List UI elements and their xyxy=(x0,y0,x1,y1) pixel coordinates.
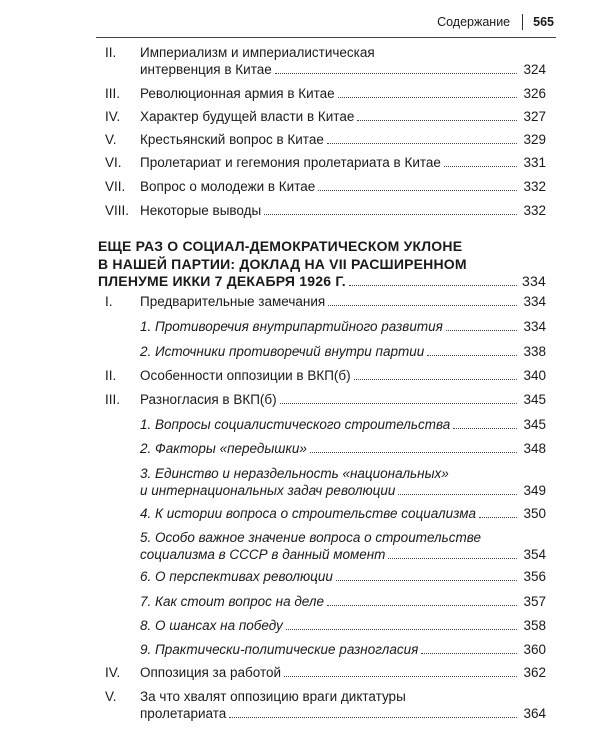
toc-entry-text: 7. Как стоит вопрос на деле xyxy=(140,594,324,609)
toc-entry[interactable] xyxy=(0,416,600,433)
leader-dots xyxy=(421,643,517,654)
toc-entry[interactable] xyxy=(0,108,600,125)
toc-entry[interactable] xyxy=(0,343,600,360)
toc-entry-text: Революционная армия в Китае xyxy=(140,86,335,101)
toc-entry-title xyxy=(140,465,546,499)
toc-entry[interactable] xyxy=(0,154,600,171)
toc-entry[interactable] xyxy=(0,641,600,658)
toc-entry-text: Характер будущей власти в Китае xyxy=(140,109,355,124)
toc-entry-text: 5. Особо важное значение вопроса о строительстве xyxy=(140,530,481,545)
toc-entry-text: 8. О шансах на победу xyxy=(140,618,283,633)
toc-entry[interactable] xyxy=(0,465,600,499)
toc-entry-title xyxy=(140,178,546,195)
leader-dots xyxy=(310,442,517,453)
toc-entry[interactable] xyxy=(0,318,600,335)
leader-dots xyxy=(446,320,517,331)
toc-page-number: 334 xyxy=(522,273,546,289)
toc-entry-text: 2. Факторы «передышки» xyxy=(140,441,307,456)
toc-entry-text: 3. Единство и нераздельность «национальных» xyxy=(140,466,449,481)
toc-entry-line xyxy=(140,85,546,102)
part-heading-text: ПЛЕНУМЕ ИККИ 7 ДЕКАБРЯ 1926 Г. xyxy=(98,273,346,289)
header-rule xyxy=(96,37,556,38)
toc-entry-text: Вопрос о молодежи в Китае xyxy=(140,179,316,194)
toc-page-number: 364 xyxy=(523,706,546,721)
leader-dots xyxy=(280,393,517,404)
toc-entry-line xyxy=(140,416,546,433)
toc-page-number: 334 xyxy=(523,319,546,334)
leader-dots xyxy=(453,418,517,429)
toc-page-number: 329 xyxy=(523,132,546,147)
leader-dots xyxy=(229,707,517,718)
toc-entry-text: Пролетариат и гегемония пролетариата в Китае xyxy=(140,155,441,170)
toc-entry-text: 4. К истории вопроса о строительстве социализма xyxy=(140,506,477,521)
toc-entry-line xyxy=(140,617,546,634)
toc-entry-line xyxy=(140,343,546,360)
leader-dots xyxy=(327,595,517,606)
leader-dots xyxy=(427,345,517,356)
leader-dots xyxy=(327,133,517,144)
leader-dots xyxy=(318,180,517,191)
toc-entry[interactable] xyxy=(0,131,600,148)
header-section-title: Содержание xyxy=(437,15,511,29)
toc-entry-line xyxy=(140,482,546,499)
toc-entry-text: Особенности оппозиции в ВКП(б) xyxy=(140,368,351,383)
toc-entry-number: I. xyxy=(105,294,113,309)
toc-entry-title xyxy=(140,664,546,681)
toc-entry-text: 2. Источники противоречий внутри партии xyxy=(140,344,425,359)
part-heading-text: ЕЩЕ РАЗ О СОЦИАЛ-ДЕМОКРАТИЧЕСКОМ УКЛОНЕ xyxy=(98,238,463,254)
toc-entry-number: VI. xyxy=(105,155,122,170)
toc-entry-line xyxy=(140,664,546,681)
toc-entry-title xyxy=(140,688,546,722)
toc-entry-number: IV. xyxy=(105,665,121,680)
toc-entry[interactable] xyxy=(0,293,600,310)
toc-entry-text: 9. Практически-политические разногласия xyxy=(140,642,419,657)
toc-entry-title xyxy=(140,202,546,219)
toc-entry-number: III. xyxy=(105,392,121,407)
toc-entry[interactable] xyxy=(0,529,600,563)
toc-entry-number: VIII. xyxy=(105,203,130,218)
header-separator xyxy=(522,14,523,30)
toc-page-number: 345 xyxy=(523,392,546,407)
toc-entry-title xyxy=(140,641,546,658)
toc-entry-line xyxy=(140,641,546,658)
toc-entry-text: За что хвалят оппозицию враги диктатуры xyxy=(140,689,406,704)
leader-dots xyxy=(264,204,517,215)
toc-entry-line xyxy=(140,367,546,384)
part-heading-text: В НАШЕЙ ПАРТИИ: ДОКЛАД НА VII РАСШИРЕННОМ xyxy=(98,255,467,272)
toc-entry-text: Некоторые выводы xyxy=(140,203,262,218)
toc-entry-line xyxy=(140,546,546,563)
toc-entry[interactable] xyxy=(0,202,600,219)
toc-entry-title xyxy=(140,367,546,384)
toc-page-number: 331 xyxy=(523,155,546,170)
toc-entry-text: 6. О перспективах революции xyxy=(140,569,333,584)
leader-dots xyxy=(398,484,517,495)
toc-entry-text: Крестьянский вопрос в Китае xyxy=(140,132,324,147)
toc-entry[interactable] xyxy=(0,593,600,610)
toc-page-number: 354 xyxy=(523,547,546,562)
toc-entry-line xyxy=(140,688,546,705)
toc-entry[interactable] xyxy=(0,568,600,585)
toc-entry-line xyxy=(140,391,546,408)
toc-entry-title xyxy=(140,108,546,125)
leader-dots xyxy=(444,156,517,167)
toc-entry-title xyxy=(140,505,546,522)
toc-entry-line xyxy=(140,44,546,61)
toc-entry-text: Предварительные замечания xyxy=(140,294,326,309)
toc-entry-text: социализма в СССР в данный момент xyxy=(140,547,386,562)
toc-page-number: 356 xyxy=(523,569,546,584)
toc-page-number: 327 xyxy=(523,109,546,124)
toc-entry-title xyxy=(140,318,546,335)
toc-entry-number: IV. xyxy=(105,109,121,124)
leader-dots xyxy=(328,295,517,306)
toc-entry-text: пролетариата xyxy=(140,706,227,721)
toc-entry-line xyxy=(140,593,546,610)
toc-entry-title xyxy=(140,617,546,634)
toc-page-number: 360 xyxy=(523,642,546,657)
toc-entry-text: и интернациональных задач революции xyxy=(140,483,396,498)
part-heading[interactable] xyxy=(98,238,546,291)
toc-entry-title xyxy=(140,391,546,408)
toc-entry-text: Оппозиция за работой xyxy=(140,665,282,680)
toc-entry-title xyxy=(140,131,546,148)
toc-entry-line xyxy=(140,465,546,482)
toc-entry[interactable] xyxy=(0,44,600,78)
toc-entry-title xyxy=(140,440,546,457)
leader-dots xyxy=(354,369,517,380)
toc-entry-number: II. xyxy=(105,45,117,60)
toc-entry-text: 1. Противоречия внутрипартийного развития xyxy=(140,319,443,334)
running-header xyxy=(437,14,554,30)
toc-entry-number: V. xyxy=(105,689,117,704)
toc-page-number: 332 xyxy=(523,203,546,218)
part-heading-line xyxy=(98,273,546,291)
toc-page-number: 357 xyxy=(523,594,546,609)
toc-entry-title xyxy=(140,529,546,563)
toc-entry-line xyxy=(140,202,546,219)
toc-entry[interactable] xyxy=(0,688,600,722)
toc-entry-text: интервенция в Китае xyxy=(140,62,272,77)
toc-entry-line xyxy=(140,108,546,125)
toc-entry-title xyxy=(140,593,546,610)
toc-entry[interactable] xyxy=(0,617,600,634)
toc-page-number: 324 xyxy=(523,62,546,77)
toc-entry-number: VII. xyxy=(105,179,126,194)
toc-entry-text: 1. Вопросы социалистического строительства xyxy=(140,417,451,432)
toc-entry-line xyxy=(140,705,546,722)
toc-entry[interactable] xyxy=(0,505,600,522)
leader-dots xyxy=(349,275,517,286)
leader-dots xyxy=(479,507,517,518)
toc-entry-line xyxy=(140,505,546,522)
toc-entry-text: Империализм и империалистическая xyxy=(140,45,375,60)
leader-dots xyxy=(336,570,517,581)
toc-entry[interactable] xyxy=(0,440,600,457)
toc-entry-line xyxy=(140,568,546,585)
toc-entry-text: Разногласия в ВКП(б) xyxy=(140,392,277,407)
toc-entry-title xyxy=(140,293,546,310)
header-page-number: 565 xyxy=(533,15,554,29)
leader-dots xyxy=(275,63,517,74)
toc-entry-line xyxy=(140,529,546,546)
toc-entry-number: III. xyxy=(105,86,121,101)
toc-page-number: 350 xyxy=(523,506,546,521)
toc-page-number: 358 xyxy=(523,618,546,633)
toc-entry[interactable] xyxy=(0,664,600,681)
leader-dots xyxy=(357,110,517,121)
toc-entry-title xyxy=(140,85,546,102)
toc-page-number: 332 xyxy=(523,179,546,194)
part-heading-line xyxy=(98,238,546,256)
toc-page-number: 340 xyxy=(523,368,546,383)
toc-page-number: 334 xyxy=(523,294,546,309)
toc-page-number: 349 xyxy=(523,483,546,498)
toc-entry-title xyxy=(140,154,546,171)
leader-dots xyxy=(286,619,517,630)
leader-dots xyxy=(284,666,517,677)
toc-entry-line xyxy=(140,178,546,195)
toc-entry-line xyxy=(140,154,546,171)
toc-entry-title xyxy=(140,568,546,585)
toc-page-number: 348 xyxy=(523,441,546,456)
toc-entry-line xyxy=(140,293,546,310)
toc-entry-line xyxy=(140,61,546,78)
toc-page-number: 326 xyxy=(523,86,546,101)
toc-page-number: 345 xyxy=(523,417,546,432)
toc-entry-number: II. xyxy=(105,368,117,383)
leader-dots xyxy=(338,87,517,98)
toc-entry[interactable] xyxy=(0,85,600,102)
toc-entry-line xyxy=(140,318,546,335)
toc-page-number: 338 xyxy=(523,344,546,359)
toc-page-number: 362 xyxy=(523,665,546,680)
toc-entry-line xyxy=(140,440,546,457)
leader-dots xyxy=(388,548,517,559)
toc-entry-title xyxy=(140,44,546,78)
toc-entry[interactable] xyxy=(0,391,600,408)
toc-entry[interactable] xyxy=(0,367,600,384)
toc-entry-line xyxy=(140,131,546,148)
toc-entry-number: V. xyxy=(105,132,117,147)
toc-entry-title xyxy=(140,416,546,433)
toc-entry-title xyxy=(140,343,546,360)
toc-entry[interactable] xyxy=(0,178,600,195)
part-heading-line xyxy=(98,256,546,274)
